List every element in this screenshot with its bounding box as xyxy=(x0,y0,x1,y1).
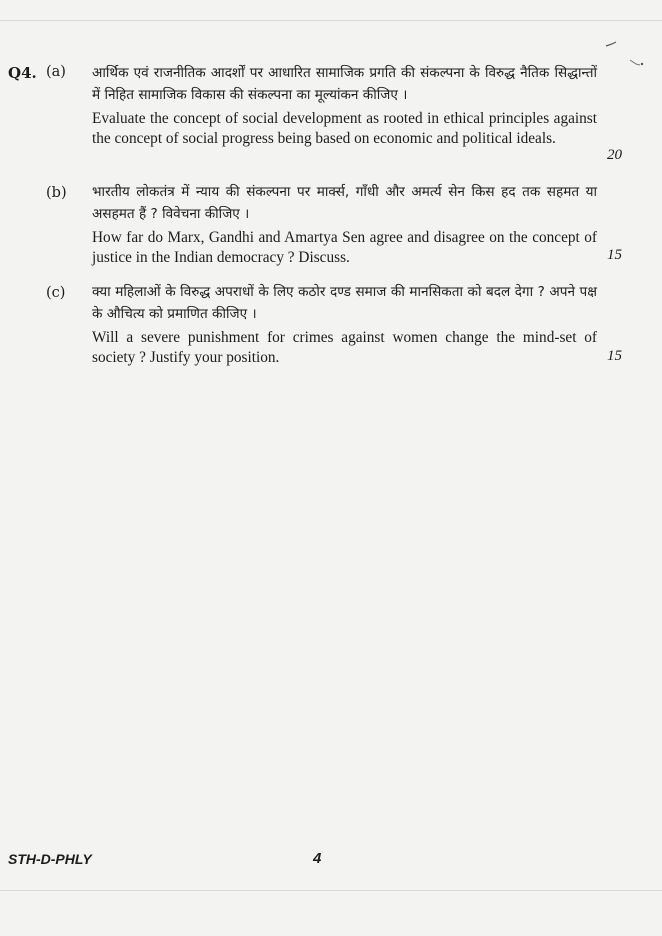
part-b-marks: 15 xyxy=(607,247,622,263)
part-c-english-text: Will a severe punishment for crimes against women change the mind-set of society ? Justify your position. xyxy=(92,329,597,366)
part-a-marks: 20 xyxy=(607,147,622,163)
part-a-hindi-text: आर्थिक एवं राजनीतिक आदर्शों पर आधारित सामाजिक प्रगति की संकल्पना के विरुद्ध नैतिक सिद्धान्तों में निहित सामाजिक विकास की संकल्पना का मूल्यांकन कीजिए । xyxy=(92,65,597,103)
part-a-english-text: Evaluate the concept of social development as rooted in ethical principles against the concept of social progress being based on economic and political ideals. xyxy=(92,110,597,147)
part-a-label: (a) xyxy=(46,64,66,80)
part-b-hindi-text: भारतीय लोकतंत्र में न्याय की संकल्पना पर मार्क्स, गाँधी और अमर्त्य सेन किस हद तक सहमत या असहमत हैं ? विवेचना कीजिए । xyxy=(92,184,597,222)
page-number: 4 xyxy=(313,850,322,867)
pen-mark-icon xyxy=(604,38,644,68)
part-c-label: (c) xyxy=(46,285,66,301)
part-b-label: (b) xyxy=(46,185,67,201)
paper-code: STH-D-PHLY xyxy=(8,851,92,867)
part-c-marks: 15 xyxy=(607,348,622,364)
part-c-hindi-text: क्या महिलाओं के विरुद्ध अपराधों के लिए कठोर दण्ड समाज की मानसिकता को बदल देगा ? अपने पक्ष के औचित्य को प्रमाणित कीजिए । xyxy=(92,284,597,322)
part-b-english-text: How far do Marx, Gandhi and Amartya Sen agree and disagree on the concept of justice in the Indian democracy ? Discuss. xyxy=(92,229,597,266)
question-number: Q4. xyxy=(8,64,37,82)
bottom-rule xyxy=(0,890,662,891)
top-rule xyxy=(0,20,662,21)
